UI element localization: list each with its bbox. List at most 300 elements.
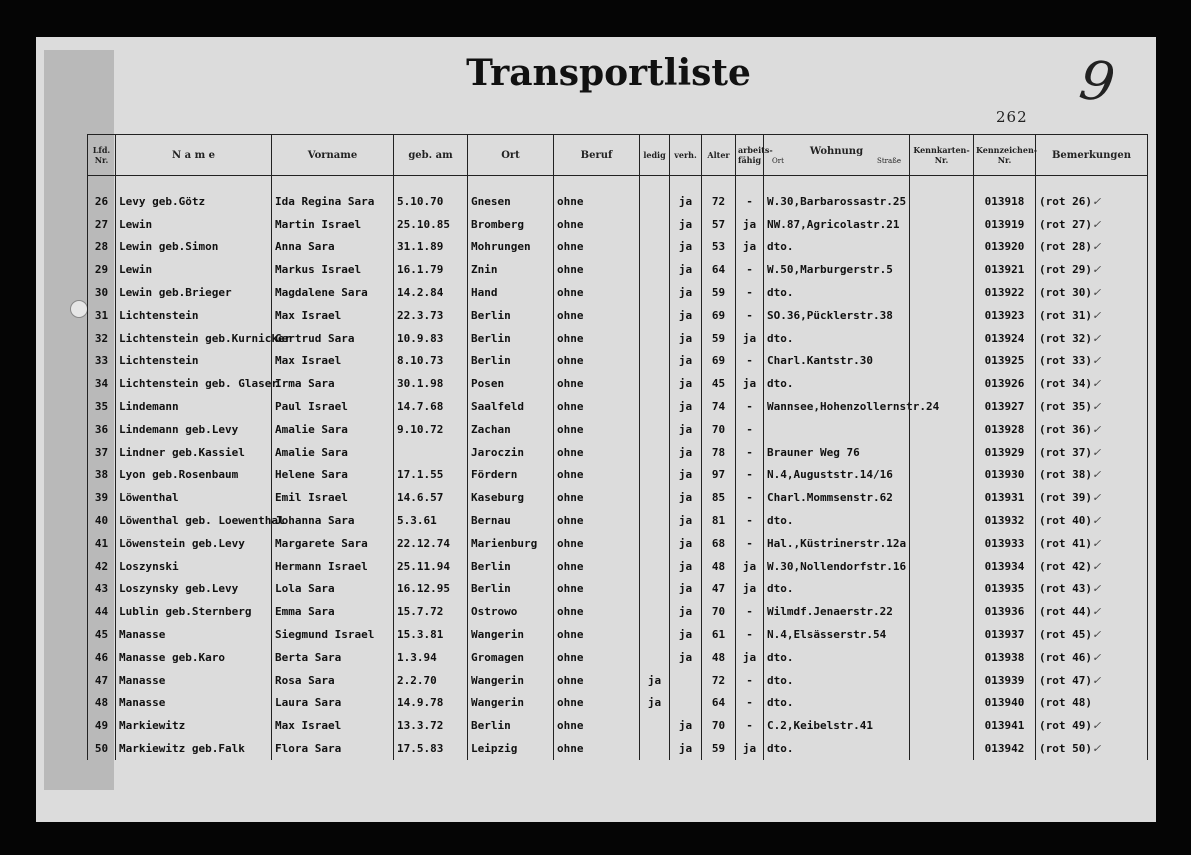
name-cell: Lewin geb.Simon [116, 236, 272, 259]
bemerkung-text: (rot 44) [1039, 605, 1092, 619]
arbeitsfaehig-cell: - [736, 623, 764, 646]
verh-cell: ja [670, 213, 702, 236]
verh-cell: ja [670, 395, 702, 418]
row-number: 36 [88, 418, 116, 441]
name-cell: Lichtenstein geb. Glaser [116, 372, 272, 395]
profession-cell: ohne [554, 418, 640, 441]
birthdate-cell: 15.3.81 [394, 623, 468, 646]
profession-cell: ohne [554, 441, 640, 464]
verh-cell: ja [670, 281, 702, 304]
age-cell: 59 [702, 737, 736, 760]
kennkarte-cell [910, 692, 974, 715]
birthplace-cell: Berlin [468, 714, 554, 737]
vorname-cell: Hermann Israel [272, 555, 394, 578]
vorname-cell: Max Israel [272, 350, 394, 373]
arbeitsfaehig-cell: - [736, 441, 764, 464]
verh-cell: ja [670, 176, 702, 213]
header-wohnung-ort: Ort [772, 156, 784, 165]
address-cell: dto. [764, 578, 910, 601]
arbeitsfaehig-cell: - [736, 692, 764, 715]
ledig-cell [640, 555, 670, 578]
bemerkung-cell [1036, 441, 1148, 464]
address-cell: W.30,Nollendorfstr.16 [764, 555, 910, 578]
verh-cell: ja [670, 464, 702, 487]
age-cell: 48 [702, 555, 736, 578]
arbeitsfaehig-cell: - [736, 395, 764, 418]
bemerkung-text: (rot 35) [1039, 400, 1092, 414]
table-row [88, 714, 1148, 737]
bemerkung-text: (rot 47) [1039, 673, 1092, 687]
verh-cell: ja [670, 555, 702, 578]
ledig-cell [640, 176, 670, 213]
birthplace-cell: Znin [468, 258, 554, 281]
verh-cell: ja [670, 350, 702, 373]
kennkarte-cell [910, 304, 974, 327]
birthplace-cell: Wangerin [468, 623, 554, 646]
bemerkung-text: (rot 39) [1039, 491, 1092, 505]
vorname-cell: Flora Sara [272, 737, 394, 760]
verh-cell: ja [670, 418, 702, 441]
address-cell: dto. [764, 737, 910, 760]
bemerkung-cell [1036, 258, 1148, 281]
check-mark: ✓ [1091, 331, 1102, 345]
vorname-cell: Max Israel [272, 714, 394, 737]
check-mark: ✓ [1091, 628, 1102, 642]
ledig-cell [640, 236, 670, 259]
age-cell: 68 [702, 532, 736, 555]
check-mark: ✓ [1091, 559, 1102, 573]
bemerkung-cell [1036, 395, 1148, 418]
birthdate-cell: 8.10.73 [394, 350, 468, 373]
birthplace-cell: Gnesen [468, 176, 554, 213]
kennkarte-cell [910, 555, 974, 578]
check-mark: ✓ [1091, 650, 1102, 664]
vorname-cell: Max Israel [272, 304, 394, 327]
profession-cell: ohne [554, 692, 640, 715]
birthdate-cell: 30.1.98 [394, 372, 468, 395]
arbeitsfaehig-cell: - [736, 281, 764, 304]
birthplace-cell: Berlin [468, 578, 554, 601]
birthplace-cell: Ostrowo [468, 600, 554, 623]
profession-cell: ohne [554, 509, 640, 532]
bemerkung-text: (rot 43) [1039, 582, 1092, 596]
check-mark: ✓ [1091, 194, 1102, 208]
address-cell: dto. [764, 692, 910, 715]
profession-cell: ohne [554, 304, 640, 327]
age-cell: 45 [702, 372, 736, 395]
arbeitsfaehig-cell: - [736, 418, 764, 441]
birthdate-cell: 14.7.68 [394, 395, 468, 418]
bemerkung-cell [1036, 737, 1148, 760]
check-mark: ✓ [1091, 308, 1102, 322]
verh-cell: ja [670, 623, 702, 646]
row-number: 28 [88, 236, 116, 259]
verh-cell: ja [670, 578, 702, 601]
bemerkung-text: (rot 41) [1039, 536, 1092, 550]
vorname-cell: Laura Sara [272, 692, 394, 715]
profession-cell: ohne [554, 350, 640, 373]
bemerkung-text: (rot 50) [1039, 742, 1092, 756]
header-beruf: Beruf [554, 135, 640, 176]
ledig-cell [640, 213, 670, 236]
kennzeichen-cell: 013928 [974, 418, 1036, 441]
bemerkung-cell [1036, 692, 1148, 715]
ledig-cell [640, 441, 670, 464]
bemerkung-cell [1036, 350, 1148, 373]
kennkarte-cell [910, 236, 974, 259]
kennzeichen-cell: 013935 [974, 578, 1036, 601]
table-row [88, 486, 1148, 509]
name-cell: Manasse [116, 669, 272, 692]
kennzeichen-cell: 013919 [974, 213, 1036, 236]
table-row [88, 555, 1148, 578]
check-mark: ✓ [1091, 491, 1102, 505]
kennzeichen-cell: 013940 [974, 692, 1036, 715]
header-wohnung-strasse: Straße [877, 156, 901, 165]
vorname-cell: Ida Regina Sara [272, 176, 394, 213]
kennkarte-cell [910, 646, 974, 669]
age-cell: 81 [702, 509, 736, 532]
bemerkung-text: (rot 31) [1039, 308, 1092, 322]
vorname-cell: Anna Sara [272, 236, 394, 259]
row-number: 31 [88, 304, 116, 327]
name-cell: Löwenstein geb.Levy [116, 532, 272, 555]
check-mark: ✓ [1091, 354, 1102, 368]
birthdate-cell: 31.1.89 [394, 236, 468, 259]
table-row [88, 623, 1148, 646]
table-row [88, 692, 1148, 715]
birthdate-cell: 22.12.74 [394, 532, 468, 555]
address-cell: Wannsee,Hohenzollernstr.24 [764, 395, 910, 418]
birthplace-cell: Berlin [468, 555, 554, 578]
kennzeichen-cell: 013920 [974, 236, 1036, 259]
birthdate-cell: 1.3.94 [394, 646, 468, 669]
profession-cell: ohne [554, 646, 640, 669]
address-cell: C.2,Keibelstr.41 [764, 714, 910, 737]
address-cell: W.50,Marburgerstr.5 [764, 258, 910, 281]
check-mark: ✓ [1091, 719, 1102, 733]
address-cell: SO.36,Pücklerstr.38 [764, 304, 910, 327]
birthdate-cell: 5.3.61 [394, 509, 468, 532]
profession-cell: ohne [554, 669, 640, 692]
kennkarte-cell [910, 600, 974, 623]
table-row [88, 509, 1148, 532]
birthplace-cell: Mohrungen [468, 236, 554, 259]
vorname-cell: Markus Israel [272, 258, 394, 281]
bemerkung-cell [1036, 578, 1148, 601]
vorname-cell: Emma Sara [272, 600, 394, 623]
birthdate-cell: 25.11.94 [394, 555, 468, 578]
name-cell: Manasse [116, 692, 272, 715]
birthplace-cell: Leipzig [468, 737, 554, 760]
row-number: 39 [88, 486, 116, 509]
ledig-cell [640, 304, 670, 327]
age-cell: 70 [702, 418, 736, 441]
profession-cell: ohne [554, 600, 640, 623]
ledig-cell [640, 646, 670, 669]
header-kennzeichen-nr: Kennzeichen- Nr. [974, 135, 1036, 176]
arbeitsfaehig-cell: ja [736, 646, 764, 669]
birthdate-cell: 13.3.72 [394, 714, 468, 737]
ledig-cell [640, 737, 670, 760]
row-number: 35 [88, 395, 116, 418]
row-number: 45 [88, 623, 116, 646]
row-number: 41 [88, 532, 116, 555]
row-number: 26 [88, 176, 116, 213]
age-cell: 70 [702, 600, 736, 623]
name-cell: Lindemann geb.Levy [116, 418, 272, 441]
check-mark: ✓ [1091, 514, 1102, 528]
kennkarte-cell [910, 623, 974, 646]
vorname-cell: Berta Sara [272, 646, 394, 669]
kennzeichen-cell: 013932 [974, 509, 1036, 532]
ledig-cell [640, 464, 670, 487]
age-cell: 69 [702, 350, 736, 373]
header-vorname: Vorname [272, 135, 394, 176]
name-cell: Lewin [116, 213, 272, 236]
row-number: 33 [88, 350, 116, 373]
table-row [88, 441, 1148, 464]
profession-cell: ohne [554, 176, 640, 213]
bemerkung-text: (rot 42) [1039, 559, 1092, 573]
table-row [88, 304, 1148, 327]
kennzeichen-cell: 013929 [974, 441, 1036, 464]
profession-cell: ohne [554, 236, 640, 259]
transport-table [87, 134, 1148, 760]
table-row [88, 281, 1148, 304]
table-header-row [88, 135, 1148, 176]
bemerkung-text: (rot 26) [1039, 194, 1092, 208]
name-cell: Manasse geb.Karo [116, 646, 272, 669]
ledig-cell: ja [640, 692, 670, 715]
bemerkung-text: (rot 49) [1039, 719, 1092, 733]
birthdate-cell: 14.2.84 [394, 281, 468, 304]
profession-cell: ohne [554, 464, 640, 487]
bemerkung-cell [1036, 623, 1148, 646]
verh-cell: ja [670, 509, 702, 532]
check-mark: ✓ [1091, 742, 1102, 756]
arbeitsfaehig-cell: ja [736, 578, 764, 601]
birthdate-cell: 17.5.83 [394, 737, 468, 760]
ledig-cell [640, 623, 670, 646]
kennzeichen-cell: 013933 [974, 532, 1036, 555]
birthdate-cell [394, 441, 468, 464]
row-number: 43 [88, 578, 116, 601]
table-row [88, 578, 1148, 601]
kennzeichen-cell: 013941 [974, 714, 1036, 737]
kennkarte-cell [910, 441, 974, 464]
row-number: 40 [88, 509, 116, 532]
birthdate-cell: 14.6.57 [394, 486, 468, 509]
document-title: Transportliste [466, 52, 751, 94]
check-mark: ✓ [1091, 605, 1102, 619]
profession-cell: ohne [554, 213, 640, 236]
page-number: 262 [996, 108, 1028, 126]
check-mark: ✓ [1091, 240, 1102, 254]
arbeitsfaehig-cell: ja [736, 236, 764, 259]
age-cell: 59 [702, 327, 736, 350]
arbeitsfaehig-cell: - [736, 509, 764, 532]
age-cell: 59 [702, 281, 736, 304]
age-cell: 61 [702, 623, 736, 646]
kennkarte-cell [910, 714, 974, 737]
address-cell [764, 418, 910, 441]
kennzeichen-cell: 013927 [974, 395, 1036, 418]
name-cell: Lindemann [116, 395, 272, 418]
vorname-cell: Gertrud Sara [272, 327, 394, 350]
vorname-cell: Paul Israel [272, 395, 394, 418]
kennkarte-cell [910, 464, 974, 487]
kennkarte-cell [910, 176, 974, 213]
ledig-cell [640, 578, 670, 601]
kennzeichen-cell: 013922 [974, 281, 1036, 304]
verh-cell: ja [670, 441, 702, 464]
vorname-cell: Emil Israel [272, 486, 394, 509]
table-row [88, 646, 1148, 669]
address-cell: NW.87,Agricolastr.21 [764, 213, 910, 236]
check-mark: ✓ [1091, 468, 1102, 482]
row-number: 47 [88, 669, 116, 692]
check-mark: ✓ [1091, 377, 1102, 391]
name-cell: Lichtenstein [116, 304, 272, 327]
check-mark: ✓ [1091, 400, 1102, 414]
check-mark: ✓ [1091, 286, 1102, 300]
bemerkung-cell [1036, 213, 1148, 236]
address-cell: W.30,Barbarossastr.25 [764, 176, 910, 213]
address-cell: Charl.Kantstr.30 [764, 350, 910, 373]
verh-cell: ja [670, 327, 702, 350]
bemerkung-cell [1036, 418, 1148, 441]
verh-cell [670, 692, 702, 715]
name-cell: Lichtenstein [116, 350, 272, 373]
ledig-cell [640, 509, 670, 532]
header-ledig: ledig [640, 135, 670, 176]
arbeitsfaehig-cell: ja [736, 737, 764, 760]
kennkarte-cell [910, 258, 974, 281]
bemerkung-cell [1036, 372, 1148, 395]
table-row [88, 176, 1148, 213]
birthplace-cell: Hand [468, 281, 554, 304]
arbeitsfaehig-cell: - [736, 532, 764, 555]
profession-cell: ohne [554, 737, 640, 760]
header-geb-am: geb. am [394, 135, 468, 176]
verh-cell: ja [670, 304, 702, 327]
bemerkung-text: (rot 45) [1039, 628, 1092, 642]
age-cell: 57 [702, 213, 736, 236]
name-cell: Loszynski [116, 555, 272, 578]
address-cell: dto. [764, 327, 910, 350]
row-number: 46 [88, 646, 116, 669]
header-lfd-nr: Lfd. Nr. [88, 135, 116, 176]
check-mark: ✓ [1091, 582, 1102, 596]
address-cell: dto. [764, 236, 910, 259]
bemerkung-text: (rot 28) [1039, 240, 1092, 254]
bemerkung-cell [1036, 646, 1148, 669]
address-cell: dto. [764, 509, 910, 532]
ledig-cell [640, 258, 670, 281]
ledig-cell: ja [640, 669, 670, 692]
bemerkung-cell [1036, 464, 1148, 487]
vorname-cell: Lola Sara [272, 578, 394, 601]
name-cell: Markiewitz geb.Falk [116, 737, 272, 760]
arbeitsfaehig-cell: - [736, 304, 764, 327]
kennzeichen-cell: 013942 [974, 737, 1036, 760]
age-cell: 47 [702, 578, 736, 601]
birthplace-cell: Fördern [468, 464, 554, 487]
bemerkung-text: (rot 46) [1039, 650, 1092, 664]
row-number: 37 [88, 441, 116, 464]
table-row [88, 350, 1148, 373]
name-cell: Lewin [116, 258, 272, 281]
name-cell: Markiewitz [116, 714, 272, 737]
vorname-cell: Amalie Sara [272, 441, 394, 464]
birthdate-cell: 15.7.72 [394, 600, 468, 623]
kennkarte-cell [910, 350, 974, 373]
bemerkung-cell [1036, 304, 1148, 327]
age-cell: 48 [702, 646, 736, 669]
kennzeichen-cell: 013921 [974, 258, 1036, 281]
ledig-cell [640, 600, 670, 623]
birthdate-cell: 2.2.70 [394, 669, 468, 692]
bemerkung-cell [1036, 532, 1148, 555]
kennkarte-cell [910, 737, 974, 760]
profession-cell: ohne [554, 555, 640, 578]
birthplace-cell: Wangerin [468, 669, 554, 692]
birthplace-cell: Zachan [468, 418, 554, 441]
arbeitsfaehig-cell: ja [736, 213, 764, 236]
table-row [88, 213, 1148, 236]
name-cell: Lublin geb.Sternberg [116, 600, 272, 623]
arbeitsfaehig-cell: ja [736, 327, 764, 350]
kennkarte-cell [910, 532, 974, 555]
kennzeichen-cell: 013918 [974, 176, 1036, 213]
header-arbeitsfaehig: arbeits- fähig [736, 135, 764, 176]
bemerkung-cell [1036, 236, 1148, 259]
vorname-cell: Irma Sara [272, 372, 394, 395]
birthdate-cell: 14.9.78 [394, 692, 468, 715]
profession-cell: ohne [554, 532, 640, 555]
kennzeichen-cell: 013925 [974, 350, 1036, 373]
table-row [88, 418, 1148, 441]
vorname-cell: Siegmund Israel [272, 623, 394, 646]
check-mark: ✓ [1091, 263, 1102, 277]
address-cell: Charl.Mommsenstr.62 [764, 486, 910, 509]
address-cell: Hal.,Küstrinerstr.12a [764, 532, 910, 555]
vorname-cell: Rosa Sara [272, 669, 394, 692]
bemerkung-cell [1036, 555, 1148, 578]
kennzeichen-cell: 013926 [974, 372, 1036, 395]
ledig-cell [640, 327, 670, 350]
header-wohnung [764, 135, 910, 176]
birthdate-cell: 5.10.70 [394, 176, 468, 213]
address-cell: Brauner Weg 76 [764, 441, 910, 464]
birthdate-cell: 16.12.95 [394, 578, 468, 601]
ledig-cell [640, 532, 670, 555]
birthdate-cell: 16.1.79 [394, 258, 468, 281]
address-cell: dto. [764, 281, 910, 304]
age-cell: 74 [702, 395, 736, 418]
age-cell: 64 [702, 692, 736, 715]
row-number: 30 [88, 281, 116, 304]
birthplace-cell: Kaseburg [468, 486, 554, 509]
check-mark: ✓ [1091, 422, 1102, 436]
kennzeichen-cell: 013923 [974, 304, 1036, 327]
check-mark: ✓ [1091, 217, 1102, 231]
row-number: 50 [88, 737, 116, 760]
arbeitsfaehig-cell: - [736, 486, 764, 509]
address-cell: dto. [764, 646, 910, 669]
bemerkung-text: (rot 38) [1039, 468, 1092, 482]
